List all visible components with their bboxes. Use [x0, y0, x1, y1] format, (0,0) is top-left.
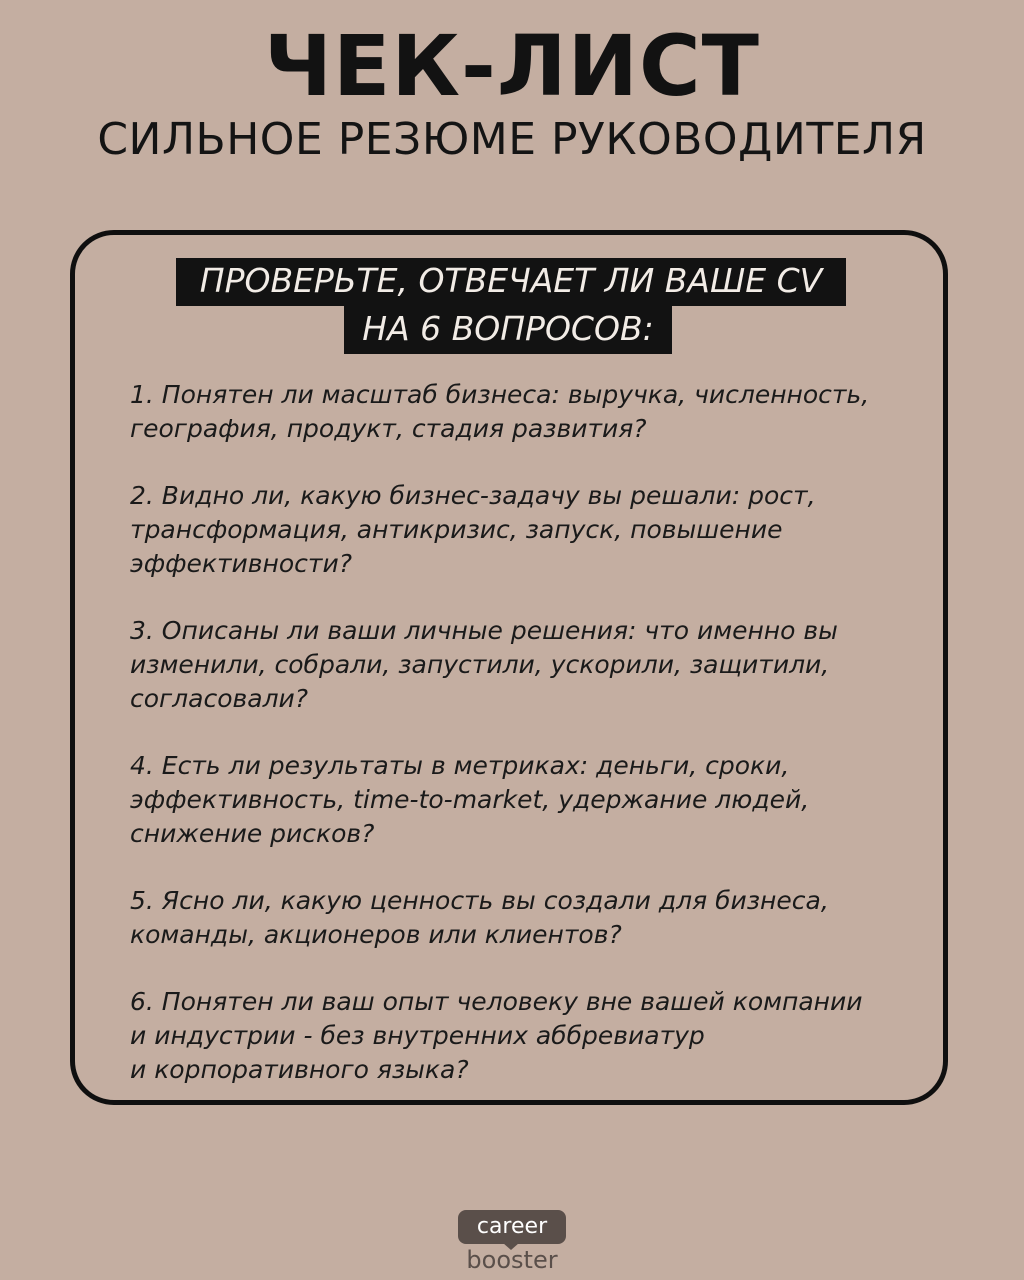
question-item — [130, 985, 920, 1087]
question-item — [130, 884, 920, 952]
question-line: и корпоративного языка? — [130, 1055, 469, 1084]
question-line: изменили, собрали, запустили, ускорили, защитили, — [130, 650, 830, 679]
logo-badge: career — [458, 1210, 566, 1244]
question-item — [130, 479, 920, 581]
career-booster-logo — [456, 1210, 568, 1274]
question-line: 2. Видно ли, какую бизнес-задачу вы решали: рост, — [130, 481, 816, 510]
question-item — [130, 614, 920, 716]
page-title: ЧЕК-ЛИСТ — [264, 17, 760, 115]
question-line: эффективности? — [130, 549, 352, 578]
question-line: 4. Есть ли результаты в метриках: деньги, сроки, — [130, 751, 790, 780]
question-line: 5. Ясно ли, какую ценность вы создали для бизнеса, — [130, 886, 829, 915]
question-line: согласовали? — [130, 684, 309, 713]
question-line: эффективность, time-to-market, удержание людей, — [130, 785, 810, 814]
question-line: и индустрии - без внутренних аббревиатур — [130, 1021, 705, 1050]
logo-word: booster — [466, 1246, 558, 1274]
question-item — [130, 749, 920, 851]
question-line: 1. Понятен ли масштаб бизнеса: выручка, численность, — [130, 380, 870, 409]
prompt-line-1: ПРОВЕРЬТЕ, ОТВЕЧАЕТ ЛИ ВАШЕ CV — [176, 258, 846, 306]
question-line: трансформация, антикризис, запуск, повышение — [130, 515, 783, 544]
page-subtitle: СИЛЬНОЕ РЕЗЮМЕ РУКОВОДИТЕЛЯ — [97, 114, 927, 165]
prompt-line-2: НА 6 ВОПРОСОВ: — [344, 306, 672, 354]
question-line: команды, акционеров или клиентов? — [130, 920, 622, 949]
question-line: 6. Понятен ли ваш опыт человеку вне вашей компании — [130, 987, 863, 1016]
question-line: география, продукт, стадия развития? — [130, 414, 647, 443]
question-list — [130, 378, 920, 1120]
question-item — [130, 378, 920, 446]
question-line: снижение рисков? — [130, 819, 375, 848]
question-line: 3. Описаны ли ваши личные решения: что именно вы — [130, 616, 838, 645]
